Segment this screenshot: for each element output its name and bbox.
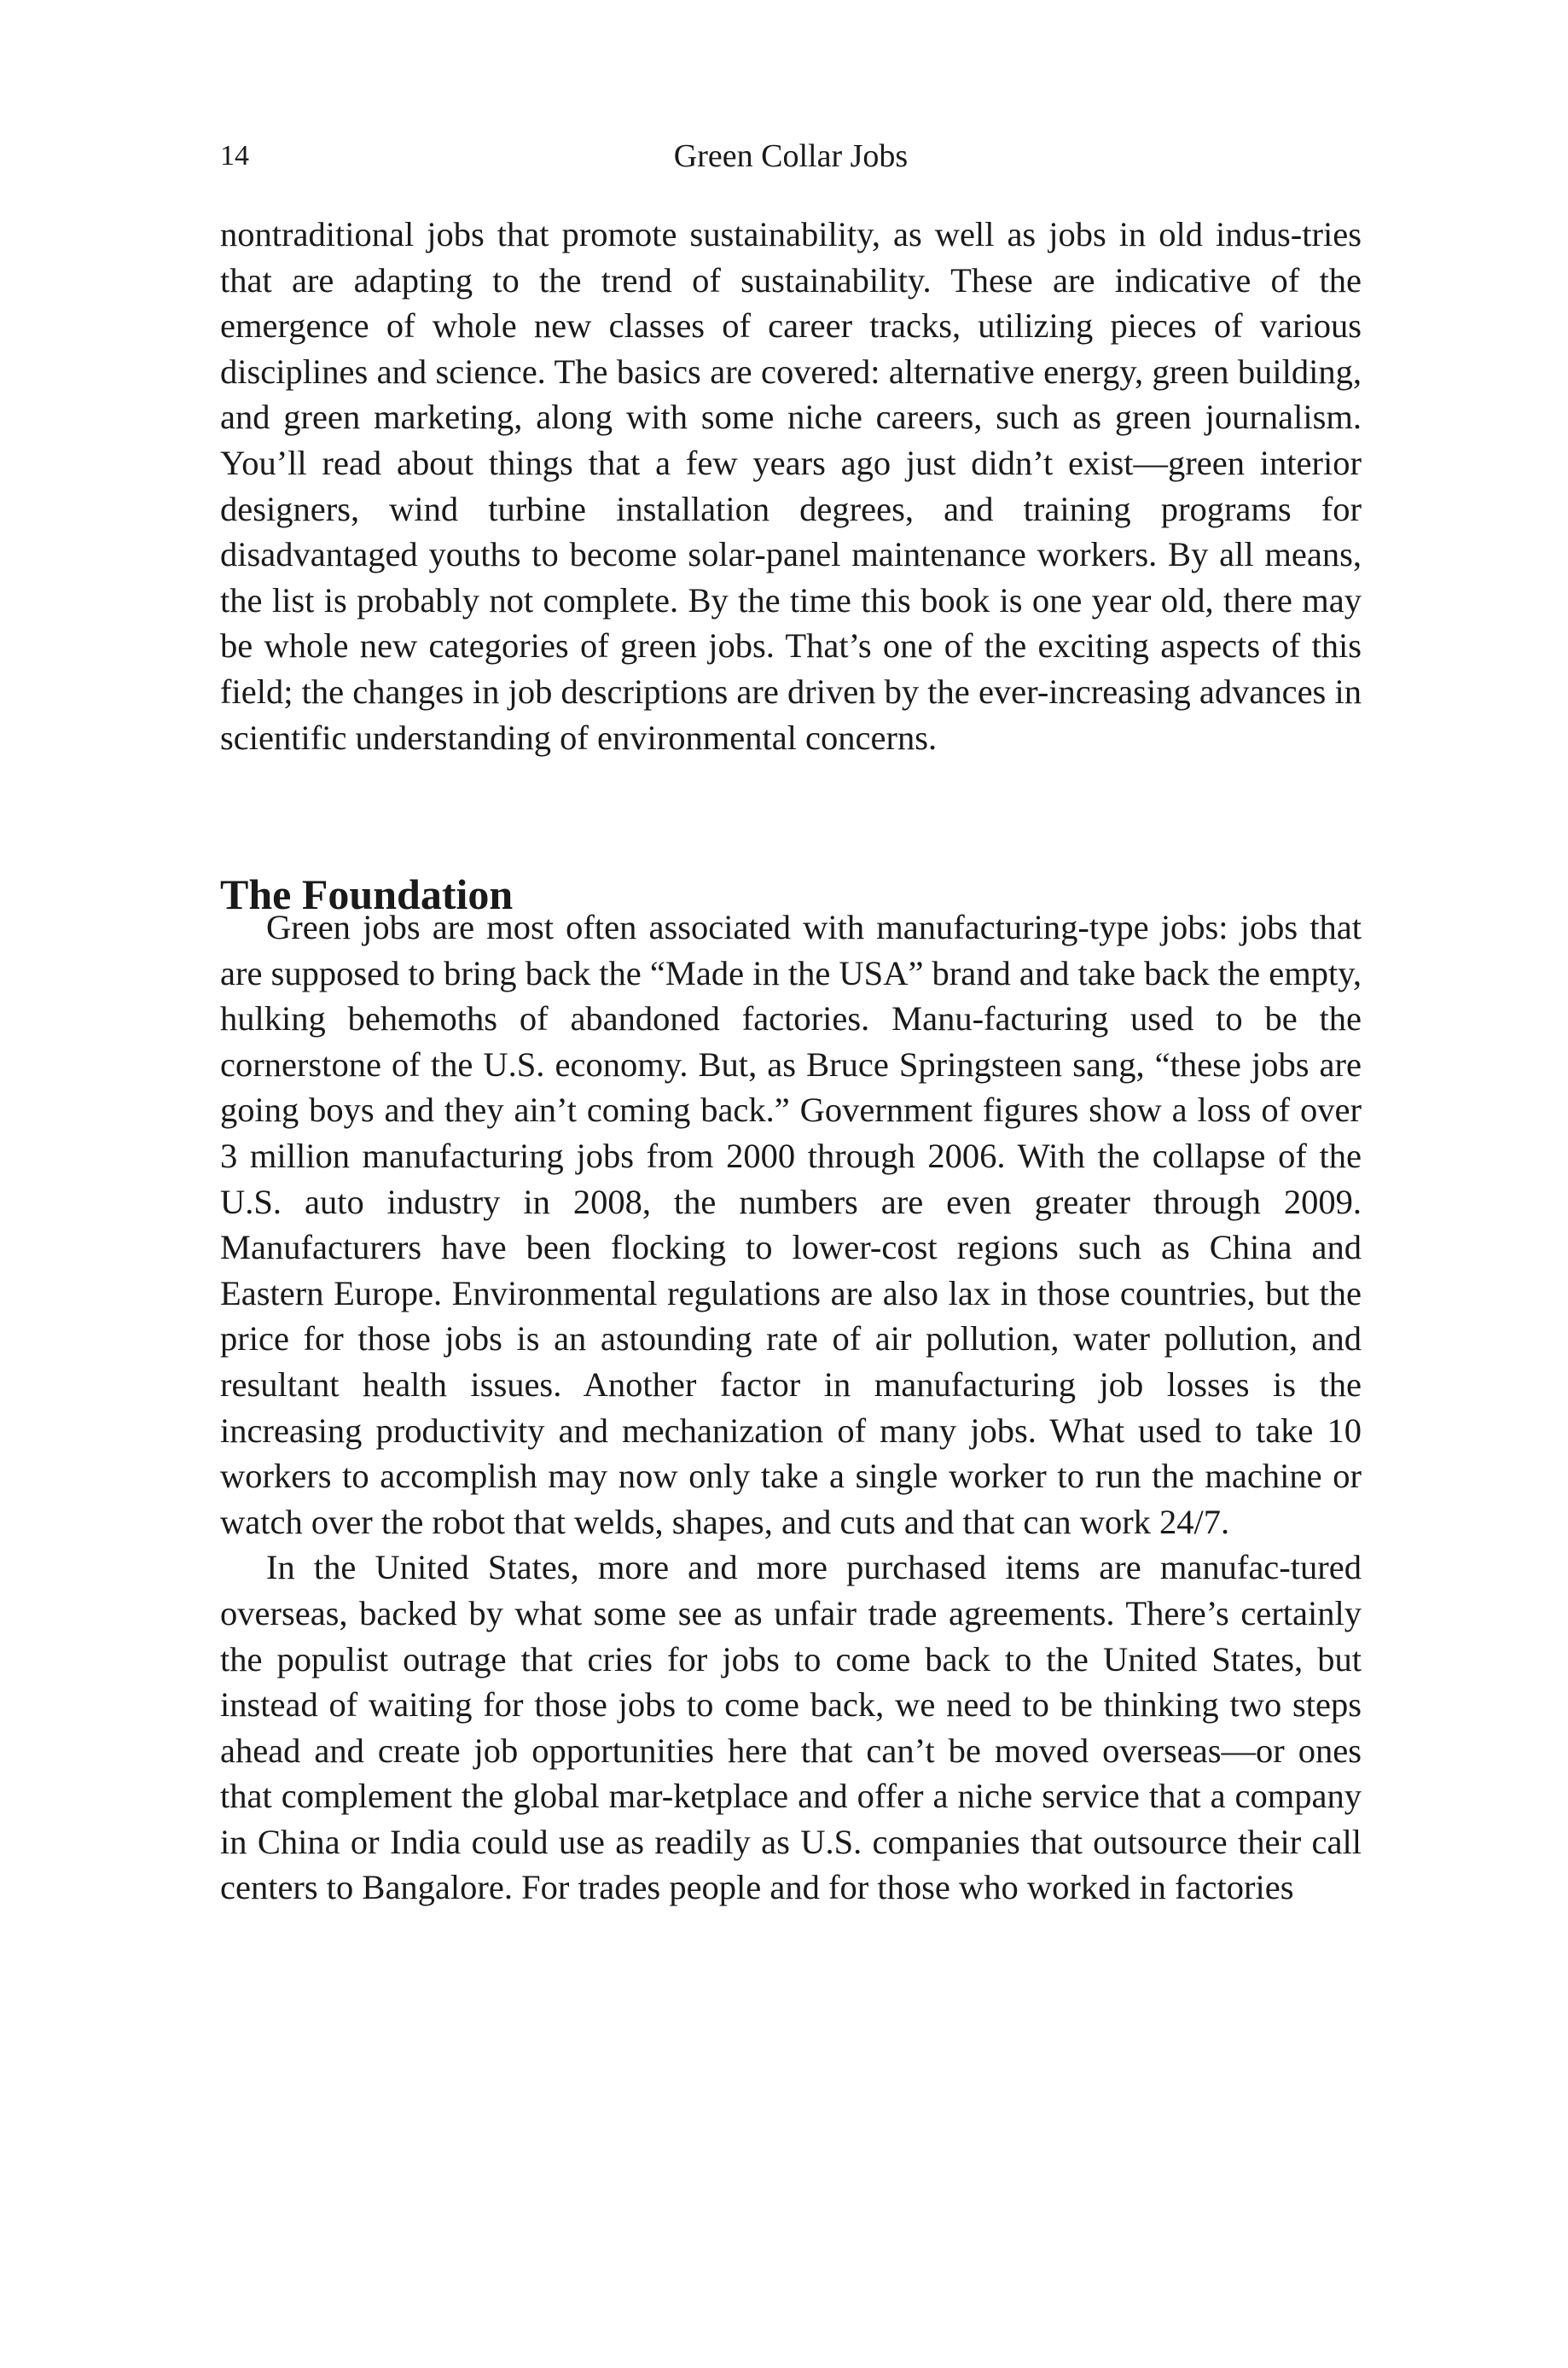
section-paragraph: Green jobs are most often associated with manufacturing-type jobs: jobs that are supposed to bring back the “Made in the USA” brand and take back the empty, hulking behemoths of abandoned factories. Manu-facturing used to be the cornerstone of the U.S. economy. But, as Bruce Springsteen sang, “these jobs are going boys and they ain’t coming back.” Government figures show a loss of over 3 million manufacturing jobs from 2000 through 2006. With the collapse of the U.S. auto industry in 2008, the numbers are even greater through 2009. Manufacturers have been flocking to lower-cost regions such as China and Eastern Europe. Environmental regulations are also lax in those countries, but the price for those jobs is an astounding rate of air pollution, water pollution, and resultant health issues. Another factor in manufacturing job losses is the increasing productivity and mechanization of many jobs. What used to take 10 workers to accomplish may now only take a single worker to run the machine or watch over the robot that welds, shapes, and cuts and that can work 24/7. <box>220 908 1362 1541</box>
section-body <box>220 905 1362 1911</box>
section-paragraph: In the United States, more and more purchased items are manufac-tured overseas, backed by what some see as unfair trade agreements. There’s certainly the populist outrage that cries for jobs to come back to the United States, but instead of waiting for those jobs to come back, we need to be thinking two steps ahead and create job opportunities here that can’t be moved overseas—or ones that complement the global mar-ketplace and offer a niche service that a company in China or India could use as readily as U.S. companies that outsource their call centers to Bangalore. For trades people and for those who worked in factories <box>220 1548 1362 1907</box>
intro-paragraph: nontraditional jobs that promote sustainability, as well as jobs in old indus-tries that are adapting to the trend of sustainability. These are indicative of the emergence of whole new classes of career tracks, utilizing pieces of various disciplines and science. The basics are covered: alternative energy, green building, and green marketing, along with some niche careers, such as green journalism. You’ll read about things that a few years ago just didn’t exist—green interior designers, wind turbine installation degrees, and training programs for disadvantaged youths to become solar-panel maintenance workers. By all means, the list is probably not complete. By the time this book is one year old, there may be whole new categories of green jobs. That’s one of the exciting aspects of this field; the changes in job descriptions are driven by the ever-increasing advances in scientific understanding of environmental concerns. <box>220 215 1362 757</box>
running-title: Green Collar Jobs <box>673 138 909 174</box>
page-number: 14 <box>220 140 249 172</box>
intro-text <box>220 212 1362 760</box>
section-heading: The Foundation <box>220 870 514 918</box>
running-head <box>220 135 1362 177</box>
